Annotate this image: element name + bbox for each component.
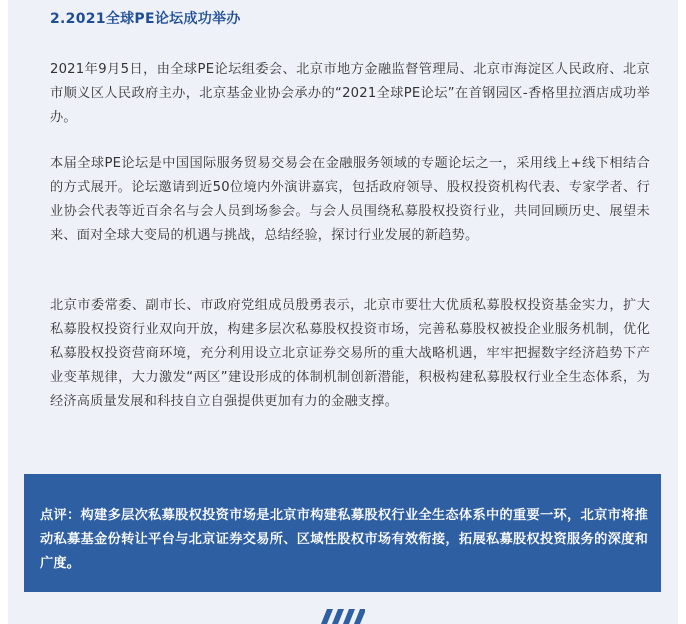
paragraph-vice-mayor-remarks: 北京市委常委、副市长、市政府党组成员殷勇表示，北京市要壮大优质私募股权投资基金实力，扩大私募股权投资行业双向开放，构建多层次私募股权投资市场，完善私募股权被投企业服务机制，优化私募股权投资营商环境，充分利用设立北京证券交易所的重大战略机遇，牢牢把握数字经济趋势下产业变革规律，大力激发“两区”建设形成的体制机制创新潜能，积极构建私募股权行业全生态体系，为经济高质量发展和科技自立自强提供更加有力的金融支撑。 [50,298,650,409]
paragraph-forum-held: 2021年9月5日，由全球PE论坛组委会、北京市地方金融监督管理局、北京市海淀区人民政府、北京市顺义区人民政府主办，北京基金业协会承办的“2021全球PE论坛”在首钢园区-香格里拉酒店成功举办。 [50,62,650,125]
diagonal-stripes-icon [321,609,365,624]
comment-text: 点评：构建多层次私募股权投资市场是北京市构建私募股权行业全生态体系中的重要一环，北京市将推动私募基金份转让平台与北京证券交易所、区域性股权市场有效衔接，拓展私募股权投资服务的深度和广度。 [40,508,648,571]
section-heading: 2.2021全球PE论坛成功举办 [50,11,241,27]
paragraph-forum-format: 本届全球PE论坛是中国国际服务贸易交易会在金融服务领域的专题论坛之一，采用线上+线下相结合的方式展开。论坛邀请到近50位境内外演讲嘉宾，包括政府领导、股权投资机构代表、专家学者、行业协会代表等近百余名与会人员到场参会。与会人员围绕私募股权投资行业，共同回顾历史、展望未来、面对全球大变局的机遇与挑战，总结经验，探讨行业发展的新趋势。 [50,156,650,243]
comment-box [24,474,661,592]
